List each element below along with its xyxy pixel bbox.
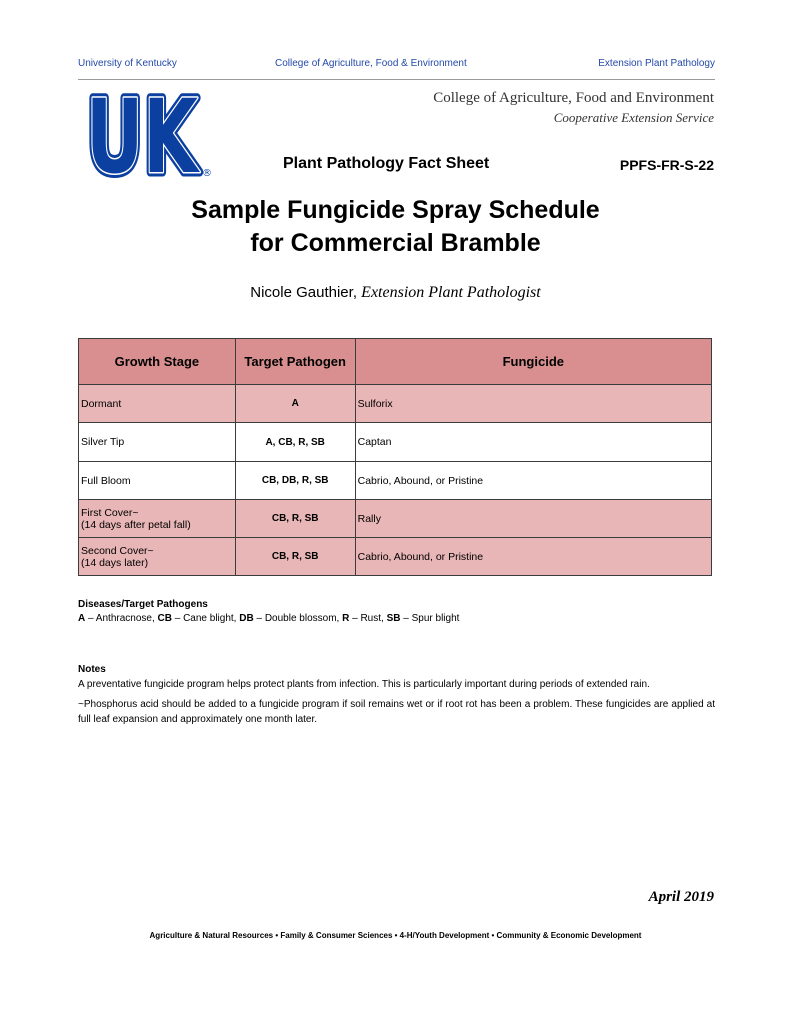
table-row	[79, 500, 712, 538]
author-name: Nicole Gauthier,	[250, 284, 357, 301]
link-extension[interactable]: Extension Plant Pathology	[598, 58, 715, 69]
target-pathogen-cell: CB, R, SB	[235, 538, 355, 576]
sheet-type: Plant Pathology Fact Sheet	[283, 155, 490, 172]
growth-stage-cell: First Cover~ (14 days after petal fall)	[79, 500, 236, 538]
registered-mark: ®	[202, 168, 212, 179]
logo-lettermark: UK	[86, 86, 201, 180]
fungicide-cell: Cabrio, Abound, or Pristine	[355, 538, 711, 576]
notes-paragraph: ~Phosphorus acid should be added to a fungicide program if soil remains wet or if root rot has been a problem. These fungicides are applied at full leaf expansion and approximately one month later.	[78, 699, 715, 725]
fungicide-cell: Sulforix	[355, 385, 711, 423]
table-row	[79, 423, 712, 462]
legend-items: A – Anthracnose, CB – Cane blight, DB – Double blossom, R – Rust, SB – Spur blight	[78, 613, 460, 624]
spray-schedule-table	[78, 338, 712, 576]
header-divider	[78, 79, 715, 80]
column-header-growth-stage: Growth Stage	[79, 339, 236, 385]
sheet-id: PPFS-FR-S-22	[619, 157, 714, 173]
college-name: College of Agriculture, Food and Environment	[433, 90, 714, 106]
table-row	[79, 462, 712, 500]
target-pathogen-cell: CB, R, SB	[235, 500, 355, 538]
pathogen-legend	[78, 599, 459, 624]
table-row	[79, 385, 712, 423]
title-line-2: for Commercial Bramble	[250, 229, 541, 257]
fungicide-cell: Cabrio, Abound, or Pristine	[355, 462, 711, 500]
notes-heading: Notes	[78, 664, 106, 675]
growth-stage-cell: Dormant	[79, 385, 236, 423]
table-row	[79, 538, 712, 576]
title-line-1: Sample Fungicide Spray Schedule	[191, 196, 600, 224]
target-pathogen-cell: A	[235, 385, 355, 423]
fungicide-cell: Captan	[355, 423, 711, 462]
fungicide-cell: Rally	[355, 500, 711, 538]
target-pathogen-cell: A, CB, R, SB	[235, 423, 355, 462]
author-role: Extension Plant Pathologist	[361, 284, 541, 301]
link-college[interactable]: College of Agriculture, Food & Environment	[275, 58, 467, 69]
page-title	[0, 194, 791, 260]
growth-stage-cell: Second Cover~ (14 days later)	[79, 538, 236, 576]
publication-date: April 2019	[648, 889, 714, 905]
footer-programs: Agriculture & Natural Resources • Family & Consumer Sciences • 4-H/Youth Development • Community & Economic Development	[149, 931, 642, 940]
legend-heading: Diseases/Target Pathogens	[78, 599, 208, 610]
column-header-fungicide: Fungicide	[355, 339, 711, 385]
notes-paragraph: A preventative fungicide program helps protect plants from infection. This is particularly important during periods of extended rain.	[78, 679, 650, 690]
college-block	[433, 90, 714, 126]
column-header-target-pathogen: Target Pathogen	[235, 339, 355, 385]
notes-section	[78, 662, 715, 732]
author-line	[0, 284, 791, 302]
logo-lettermark-outline: UK	[86, 86, 201, 180]
link-university[interactable]: University of Kentucky	[78, 58, 177, 69]
header-links	[78, 58, 715, 72]
growth-stage-cell: Silver Tip	[79, 423, 236, 462]
growth-stage-cell: Full Bloom	[79, 462, 236, 500]
logo-lettermark-ring: UK	[86, 86, 201, 180]
uk-logo	[84, 86, 214, 180]
target-pathogen-cell: CB, DB, R, SB	[235, 462, 355, 500]
extension-service: Cooperative Extension Service	[553, 110, 714, 125]
